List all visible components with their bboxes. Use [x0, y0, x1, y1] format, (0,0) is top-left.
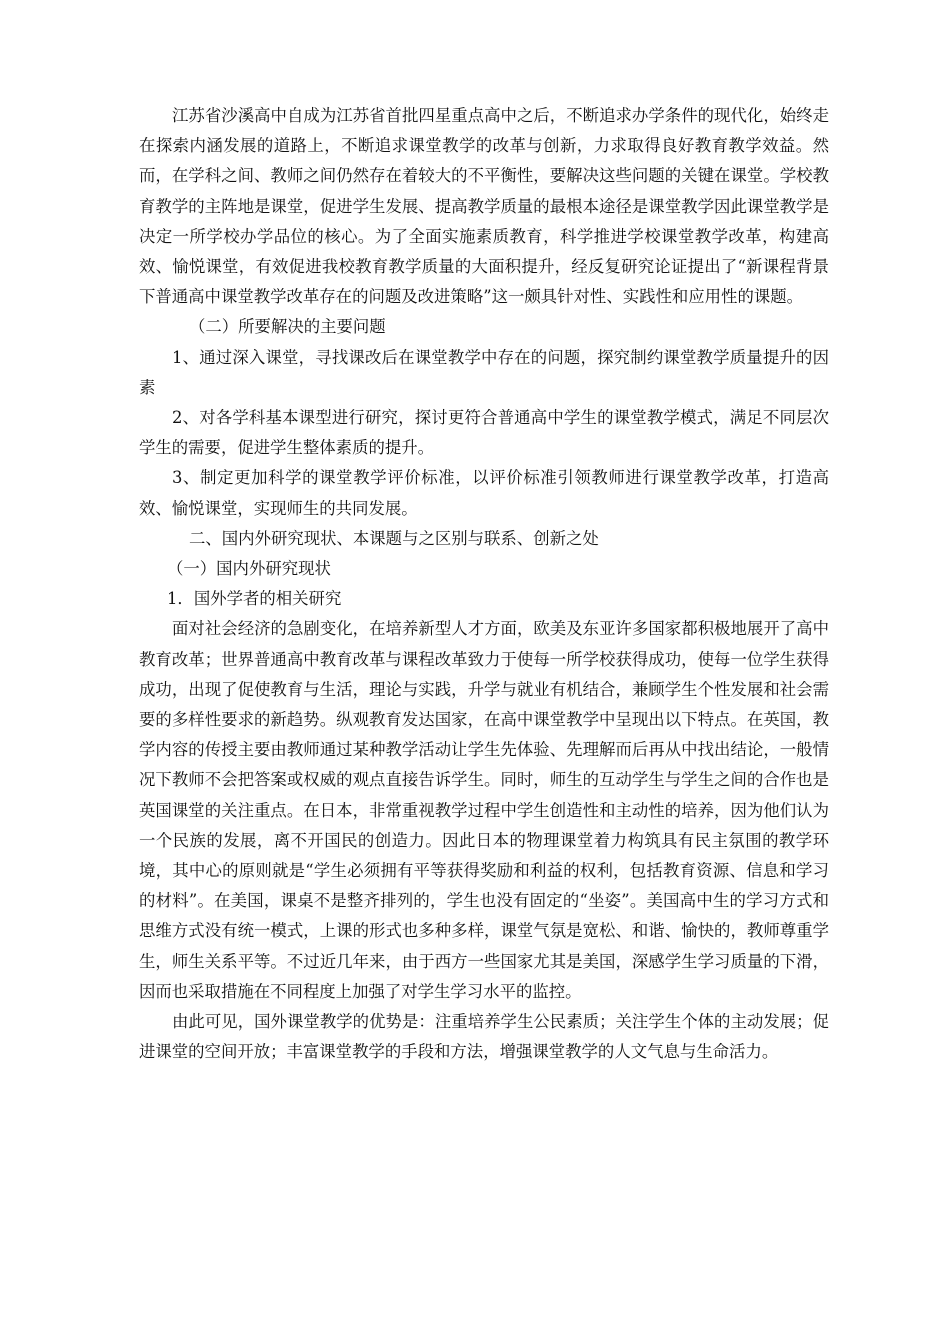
section-heading-main-problems: （二）所要解决的主要问题: [189, 317, 386, 337]
paragraph-conclusion: 由此可见，国外课堂教学的优势是：注重培养学生公民素质；关注学生个体的主动发展；促进课堂的空间开放；丰富课堂教学的手段和方法，增强课堂教学的人文气息与生命活力。: [139, 1012, 829, 1062]
subsection-heading-foreign-scholars: 1．国外学者的相关研究: [167, 589, 342, 609]
paragraph-foreign-research: 面对社会经济的急剧变化，在培养新型人才方面，欧美及东亚许多国家都积极地展开了高中教育改革；世界普通高中教育改革与课程改革致力于使每一所学校获得成功，使每一位学生获得成功，出现了促使教育与生活，理论与实践，升学与就业有机结合，兼顾学生个性发展和社会需要的多样性要求的新趋势。纵观教育发达国家，在高中课堂教学中呈现出以下特点。在英国，教学内容的传授主要由教师通过某种教学活动让学生先体验、先理解而后再从中找出结论，一般情况下教师不会把答案或权威的观点直接告诉学生。同时，师生的互动学生与学生之间的合作也是英国课堂的关注重点。在日本，非常重视教学过程中学生创造性和主动性的培养，因为他们认为一个民族的发展，离不开国民的创造力。因此日本的物理课堂着力构筑具有民主氛围的教学环境，其中心的原则就是“学生必须拥有平等获得奖励和利益的权利，包括教育资源、信息和学习的材料”。在美国，课桌不是整齐排列的，学生也没有固定的“坐姿”。美国高中生的学习方式和思维方式没有统一模式，上课的形式也多种多样，课堂气氛是宽松、和谐、愉快的，教师尊重学生，师生关系平等。不过近几年来，由于西方一些国家尤其是美国，深感学生学习质量的下滑，因而也采取措施在不同程度上加强了对学生学习水平的监控。: [139, 619, 829, 1001]
subsection-heading-domestic-foreign: （一）国内外研究现状: [167, 559, 331, 579]
list-item-problem-3: 3、制定更加科学的课堂教学评价标准，以评价标准引领教师进行课堂教学改革，打造高效、愉悦课堂，实现师生的共同发展。: [139, 468, 829, 518]
document-body: [139, 101, 829, 1068]
section-heading-research-status: 二、国内外研究现状、本课题与之区别与联系、创新之处: [189, 528, 599, 548]
list-item-problem-1: 1、通过深入课堂，寻找课改后在课堂教学中存在的问题，探究制约课堂教学质量提升的因素: [139, 347, 829, 397]
list-item-problem-2: 2、对各学科基本课型进行研究，探讨更符合普通高中学生的课堂教学模式，满足不同层次学生的需要，促进学生整体素质的提升。: [139, 408, 829, 458]
paragraph-background: 江苏省沙溪高中自成为江苏省首批四星重点高中之后，不断追求办学条件的现代化，始终走在探索内涵发展的道路上，不断追求课堂教学的改革与创新，力求取得良好教育教学效益。然而，在学科之间、教师之间仍然存在着较大的不平衡性，要解决这些问题的关键在课堂。学校教育教学的主阵地是课堂，促进学生发展、提高教学质量的最根本途径是课堂教学因此课堂教学是决定一所学校办学品位的核心。为了全面实施素质教育，科学推进学校课堂教学改革，构建高效、愉悦课堂，有效促进我校教育教学质量的大面积提升，经反复研究论证提出了“新课程背景下普通高中课堂教学改革存在的问题及改进策略”这一颇具针对性、实践性和应用性的课题。: [139, 106, 829, 307]
